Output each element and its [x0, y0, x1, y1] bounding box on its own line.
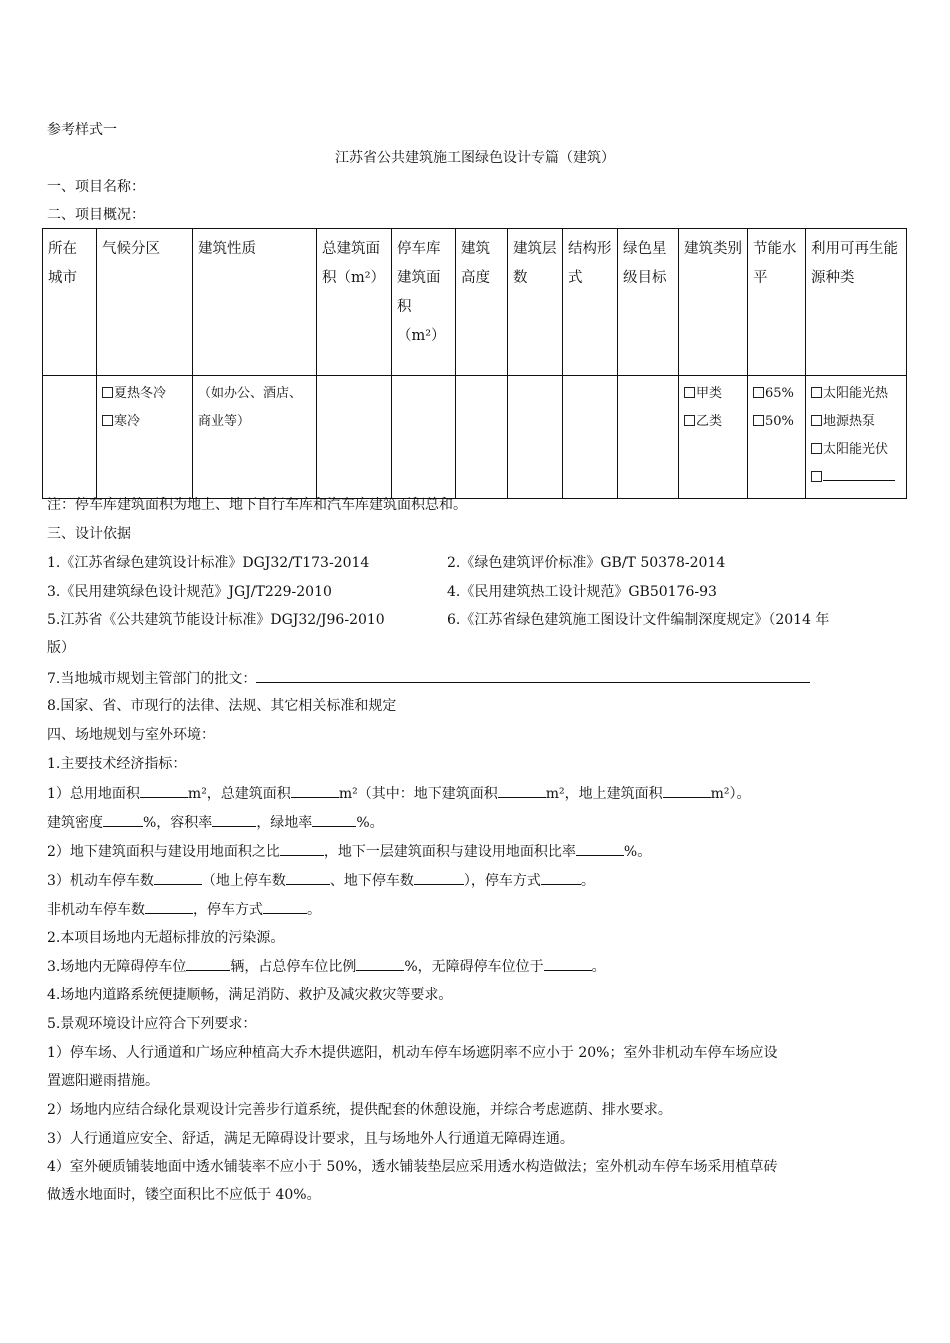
- ref-5: 5.江苏省《公共建筑节能设计标准》DGJ32/J96-2010: [47, 612, 385, 628]
- table-header-row: [43, 229, 907, 376]
- blank-parking-mode[interactable]: [541, 870, 581, 885]
- table-data-row: [43, 376, 907, 499]
- blank-green-ratio[interactable]: [312, 812, 356, 827]
- header-energy-level: 节能水平: [748, 229, 806, 376]
- cell-height[interactable]: [456, 376, 508, 499]
- cell-energy: [748, 376, 806, 499]
- cell-renewable: [806, 376, 907, 499]
- landscape-req-4-cont: 做透水地面时，镂空面积比不应低于 40%。: [47, 1187, 321, 1203]
- header-floors: 建筑层数: [508, 229, 563, 376]
- indicators-line-1: 1）总用地面积 m²，总建筑面积 m²（其中：地下建筑面积 m²，地上建筑面积 m²）。: [47, 783, 750, 804]
- ref-6: 6.《江苏省绿色建筑施工图设计文件编制深度规定》（2014 年: [447, 612, 830, 628]
- header-building-nature: 建筑性质: [193, 229, 317, 376]
- checkbox-ground-source[interactable]: 地源热泵: [811, 408, 901, 436]
- blank-under-count[interactable]: [414, 870, 464, 885]
- cell-total-area[interactable]: [317, 376, 392, 499]
- checkbox-energy-50[interactable]: 50%: [753, 408, 800, 436]
- ref-1: 1.《江苏省绿色建筑设计标准》DGJ32/T173-2014: [47, 555, 370, 571]
- landscape-heading: 5.景观环境设计应符合下列要求：: [47, 1016, 257, 1032]
- section-project-name: 一、项目名称：: [47, 179, 145, 195]
- checkbox-climate-hscw[interactable]: 夏热冬冷: [102, 380, 187, 408]
- road-system-statement: 4.场地内道路系统便捷顺畅，满足消防、救护及减灾救灾等要求。: [47, 987, 453, 1003]
- header-city: 所在城市: [43, 229, 97, 376]
- project-overview-table: [42, 228, 907, 499]
- header-structure: 结构形式: [563, 229, 618, 376]
- indicators-line-3: 2）地下建筑面积与建设用地面积之比 ，地下一层建筑面积与建设用地面积比率 %。: [47, 841, 651, 862]
- cell-climate: [97, 376, 193, 499]
- ref-3: 3.《民用建筑绿色设计规范》JGJ/T229-2010: [47, 584, 332, 600]
- checkbox-energy-65[interactable]: 65%: [753, 380, 800, 408]
- blank-underground-ratio[interactable]: [280, 841, 324, 856]
- indicators-line-4: 3）机动车停车数 （地上停车数 、地下停车数 ），停车方式 。: [47, 870, 595, 891]
- blank-accessible-count[interactable]: [186, 956, 230, 971]
- indicators-line-2: 建筑密度 %，容积率 ，绿地率 %。: [47, 812, 384, 833]
- indicators-heading: 1.主要技术经济指标：: [47, 756, 187, 772]
- header-parking-area: 停车库建筑面积（m²）: [392, 229, 456, 376]
- blank-bike-mode[interactable]: [263, 899, 307, 914]
- section-site-planning: 四、场地规划与室外环境：: [47, 727, 215, 743]
- accessible-parking-line: 3.场地内无障碍停车位 辆，占总停车位比例 %，无障碍停车位位于 。: [47, 956, 606, 977]
- checkbox-category-a[interactable]: 甲类: [684, 380, 742, 408]
- header-building-category: 建筑类别: [679, 229, 748, 376]
- header-renewable: 利用可再生能源种类: [806, 229, 907, 376]
- checkbox-solar-pv[interactable]: 太阳能光伏: [811, 436, 901, 464]
- cell-category: [679, 376, 748, 499]
- indicators-line-5: 非机动车停车数 ，停车方式 。: [47, 899, 321, 920]
- landscape-req-2: 2）场地内应结合绿化景观设计完善步行道系统，提供配套的休憩设施，并综合考虑遮荫、排水要求。: [47, 1102, 672, 1118]
- landscape-req-3: 3）人行通道应安全、舒适，满足无障碍设计要求，且与场地外人行通道无障碍连通。: [47, 1131, 574, 1147]
- blank-total-area[interactable]: [291, 783, 339, 798]
- approval-blank[interactable]: [256, 668, 810, 683]
- blank-bike-count[interactable]: [145, 899, 193, 914]
- checkbox-solar-thermal[interactable]: 太阳能光热: [811, 380, 901, 408]
- document-title: 江苏省公共建筑施工图绿色设计专篇（建筑）: [335, 150, 615, 166]
- landscape-req-1-cont: 置遮阳避雨措施。: [47, 1073, 159, 1089]
- header-climate-zone: 气候分区: [97, 229, 193, 376]
- blank-above-count[interactable]: [286, 870, 330, 885]
- header-total-area: 总建筑面积（m²）: [317, 229, 392, 376]
- cell-green-star[interactable]: [618, 376, 679, 499]
- ref-6-cont: 版）: [47, 640, 75, 656]
- landscape-req-1: 1）停车场、人行通道和广场应种植高大乔木提供遮阳，机动车停车场遮阴率不应小于 20%；室外非机动车停车场应设: [47, 1045, 778, 1061]
- cell-parking-area[interactable]: [392, 376, 456, 499]
- blank-far[interactable]: [212, 812, 256, 827]
- checkbox-other[interactable]: [811, 464, 901, 492]
- ref-7: 7.当地城市规划主管部门的批文：: [47, 668, 810, 689]
- checkbox-climate-cold[interactable]: 寒冷: [102, 408, 187, 436]
- header-height: 建筑高度: [456, 229, 508, 376]
- table-note: 注：停车库建筑面积为地上、地下自行车库和汽车库建筑面积总和。: [47, 497, 467, 513]
- header-green-star: 绿色星级目标: [618, 229, 679, 376]
- blank-underground-area[interactable]: [498, 783, 546, 798]
- blank-accessible-ratio[interactable]: [356, 956, 404, 971]
- blank-density[interactable]: [103, 812, 143, 827]
- landscape-req-4: 4）室外硬质铺装地面中透水铺装率不应小于 50%，透水铺装垫层应采用透水构造做法；室外机动车停车场采用植草砖: [47, 1159, 778, 1175]
- cell-structure[interactable]: [563, 376, 618, 499]
- reference-style-label: 参考样式一: [47, 122, 117, 138]
- checkbox-category-b[interactable]: 乙类: [684, 408, 742, 436]
- blank-aboveground-area[interactable]: [663, 783, 711, 798]
- pollution-statement: 2.本项目场地内无超标排放的污染源。: [47, 930, 285, 946]
- section-project-overview: 二、项目概况：: [47, 207, 145, 223]
- blank-accessible-location[interactable]: [544, 956, 592, 971]
- blank-b1-ratio[interactable]: [576, 841, 624, 856]
- ref-2: 2.《绿色建筑评价标准》GB/T 50378-2014: [447, 555, 726, 571]
- section-design-basis: 三、设计依据: [47, 526, 131, 542]
- ref-8: 8.国家、省、市现行的法律、法规、其它相关标准和规定: [47, 698, 397, 714]
- cell-city[interactable]: [43, 376, 97, 499]
- blank-site-area[interactable]: [140, 783, 188, 798]
- blank-vehicle-count[interactable]: [154, 870, 202, 885]
- cell-nature[interactable]: （如办公、酒店、商业等）: [193, 376, 317, 499]
- cell-floors[interactable]: [508, 376, 563, 499]
- ref-4: 4.《民用建筑热工设计规范》GB50176-93: [447, 584, 717, 600]
